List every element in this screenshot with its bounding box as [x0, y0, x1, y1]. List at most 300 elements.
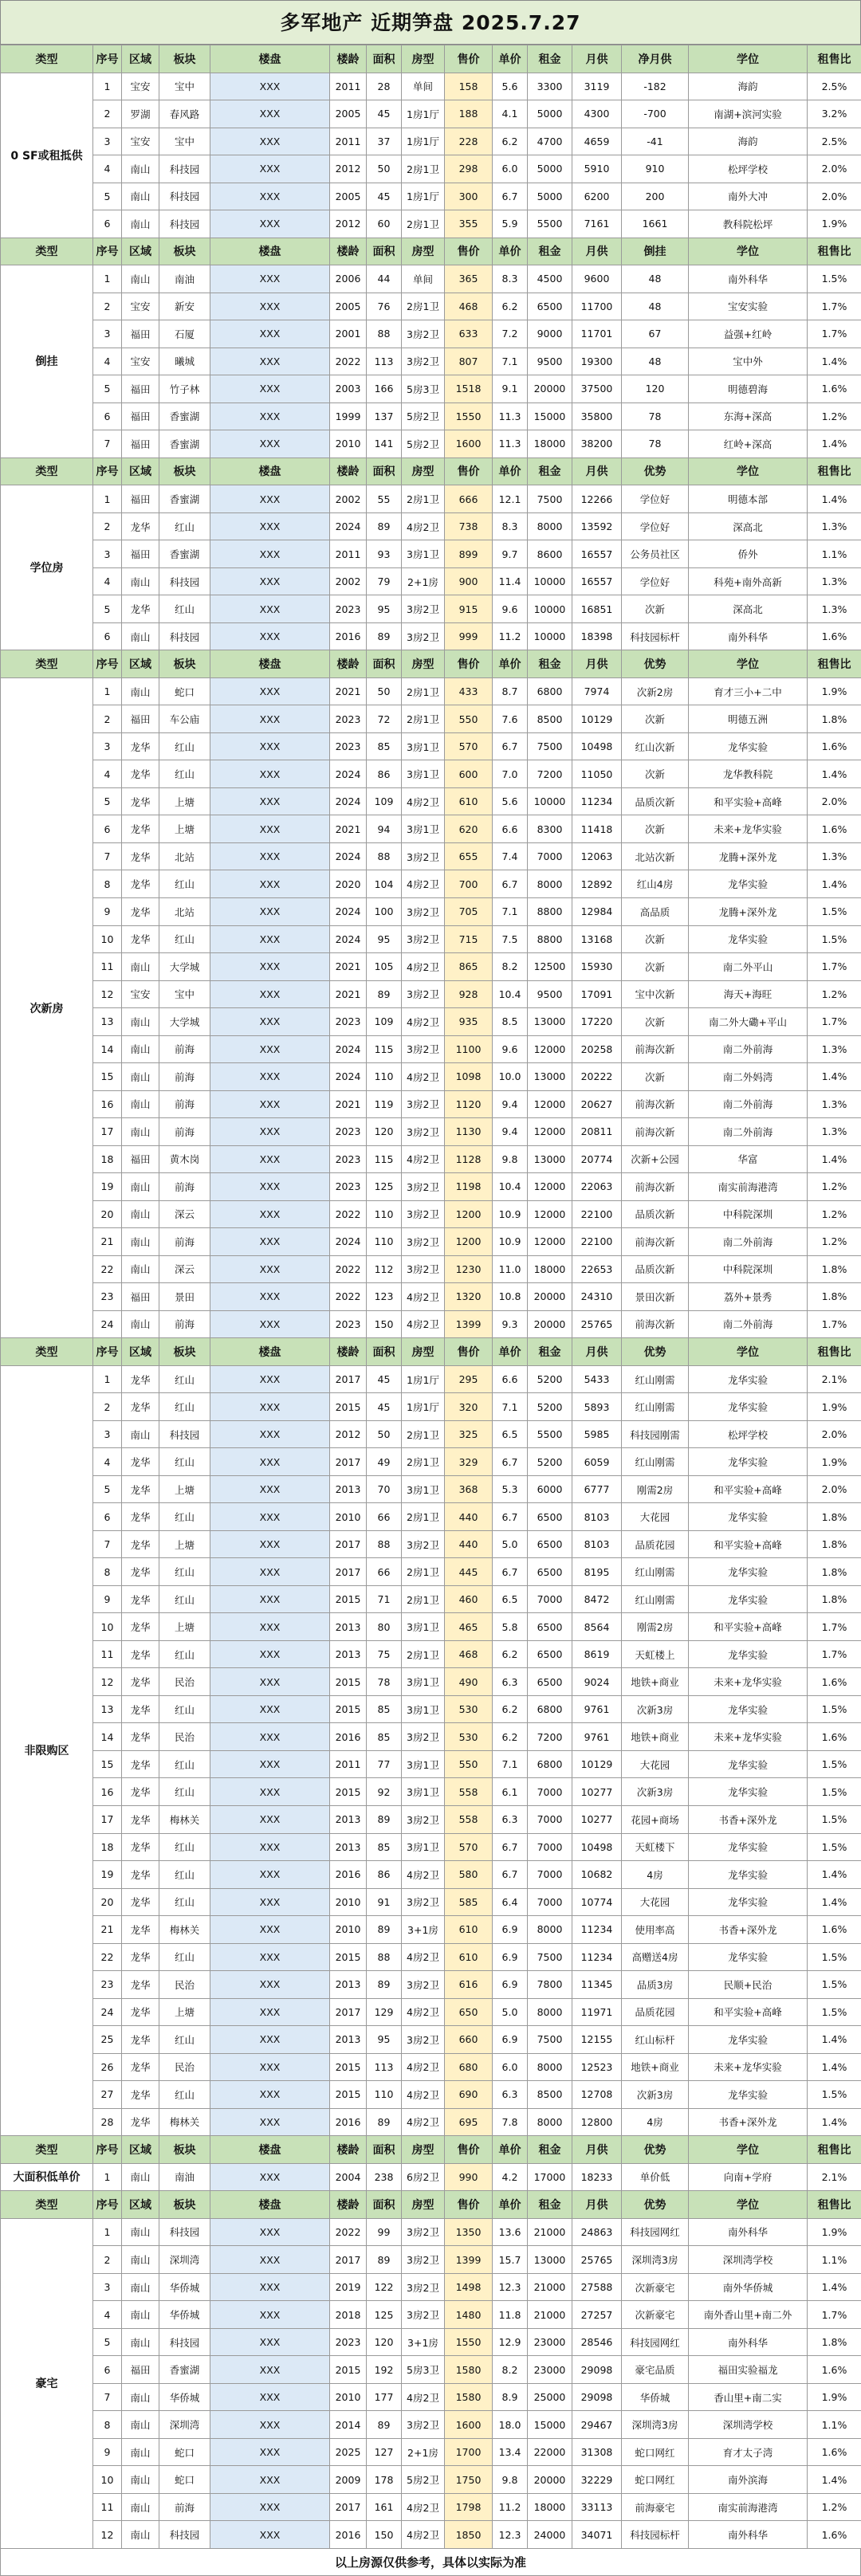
cell-unit-price: 8.7 [493, 677, 528, 705]
cell-area: 前海 [159, 1090, 210, 1118]
cell-layout: 3房2卫 [402, 2301, 445, 2329]
column-header-unit-price: 单价 [493, 45, 528, 73]
cell-extra: 前海次新 [622, 1118, 689, 1146]
cell-school: 南湖+滨河实验 [689, 100, 808, 128]
column-header-rent: 租金 [528, 2136, 572, 2164]
cell-age: 2013 [330, 1475, 367, 1503]
cell-area: 景田 [159, 1283, 210, 1311]
cell-size: 92 [367, 1778, 402, 1806]
cell-district: 龙华 [122, 1806, 159, 1834]
cell-age: 2017 [330, 2246, 367, 2274]
cell-rent-ratio: 1.8% [808, 1585, 861, 1613]
cell-rent-ratio: 1.8% [808, 705, 861, 733]
column-header-extra: 优势 [622, 2136, 689, 2164]
cell-age: 2021 [330, 980, 367, 1008]
cell-district: 福田 [122, 320, 159, 348]
cell-index: 13 [93, 1008, 122, 1036]
cell-extra: 次新 [622, 1008, 689, 1036]
cell-index: 7 [93, 2383, 122, 2411]
cell-area: 大学城 [159, 1008, 210, 1036]
cell-school: 南外香山里+南二外 [689, 2301, 808, 2329]
cell-size: 110 [367, 1063, 402, 1091]
cell-unit-price: 6.7 [493, 1448, 528, 1476]
table-row [1, 2273, 861, 2301]
cell-rent: 3300 [528, 73, 572, 100]
cell-rent-ratio: 1.8% [808, 1255, 861, 1283]
cell-mortgage: 38200 [572, 430, 622, 458]
cell-rent-ratio: 1.4% [808, 485, 861, 513]
cell-index: 12 [93, 2521, 122, 2549]
cell-index: 10 [93, 2466, 122, 2494]
cell-unit-price: 6.5 [493, 1585, 528, 1613]
table-row [1, 485, 861, 513]
cell-extra: 前海次新 [622, 1228, 689, 1256]
cell-price: 530 [445, 1695, 493, 1723]
cell-school: 龙华实验 [689, 1888, 808, 1916]
section-header-row [1, 2136, 861, 2164]
cell-rent: 7200 [528, 1723, 572, 1751]
cell-estate: XXX [210, 2301, 330, 2329]
cell-school: 南外科华 [689, 2218, 808, 2246]
cell-size: 79 [367, 567, 402, 595]
cell-unit-price: 11.4 [493, 567, 528, 595]
cell-price: 1200 [445, 1200, 493, 1228]
cell-index: 15 [93, 1750, 122, 1778]
cell-size: 85 [367, 732, 402, 760]
cell-size: 86 [367, 1861, 402, 1889]
cell-rent-ratio: 1.6% [808, 2521, 861, 2549]
cell-rent: 12000 [528, 1173, 572, 1201]
cell-estate: XXX [210, 375, 330, 403]
table-row [1, 402, 861, 430]
cell-mortgage: 9024 [572, 1668, 622, 1696]
cell-layout: 3房2卫 [402, 1173, 445, 1201]
cell-rent-ratio: 1.2% [808, 1173, 861, 1201]
cell-extra: 景田次新 [622, 1283, 689, 1311]
cell-extra: 红山次新 [622, 732, 689, 760]
cell-estate: XXX [210, 1503, 330, 1531]
cell-school: 海韵 [689, 128, 808, 155]
cell-estate: XXX [210, 2356, 330, 2384]
table-row [1, 183, 861, 210]
cell-extra: 次新3房 [622, 2081, 689, 2109]
cell-school: 龙华实验 [689, 1778, 808, 1806]
cell-unit-price: 5.9 [493, 210, 528, 238]
cell-index: 2 [93, 512, 122, 540]
cell-unit-price: 8.2 [493, 953, 528, 981]
cell-school: 龙华实验 [689, 1695, 808, 1723]
cell-rent: 6500 [528, 293, 572, 320]
table-row [1, 2383, 861, 2411]
cell-size: 113 [367, 2053, 402, 2081]
table-row [1, 1723, 861, 1751]
cell-rent: 6500 [528, 1558, 572, 1586]
column-header-type: 类型 [1, 2136, 93, 2164]
cell-area: 香蜜湖 [159, 485, 210, 513]
cell-index: 22 [93, 1943, 122, 1971]
cell-layout: 3房1卫 [402, 815, 445, 843]
cell-mortgage: 25765 [572, 1310, 622, 1338]
cell-district: 龙华 [122, 1833, 159, 1861]
table-row [1, 760, 861, 788]
cell-district: 宝安 [122, 128, 159, 155]
cell-index: 16 [93, 1778, 122, 1806]
cell-rent-ratio: 1.5% [808, 1998, 861, 2026]
cell-price: 807 [445, 348, 493, 375]
cell-extra: 豪宅品质 [622, 2356, 689, 2384]
cell-rent: 13000 [528, 1063, 572, 1091]
cell-rent-ratio: 2.1% [808, 1365, 861, 1393]
cell-layout: 5房2卫 [402, 430, 445, 458]
cell-mortgage: 8472 [572, 1585, 622, 1613]
cell-district: 龙华 [122, 2026, 159, 2054]
column-header-size: 面积 [367, 2136, 402, 2164]
cell-unit-price: 11.3 [493, 430, 528, 458]
cell-index: 6 [93, 622, 122, 650]
table-row [1, 1420, 861, 1448]
cell-layout: 3房2卫 [402, 1228, 445, 1256]
cell-index: 22 [93, 1255, 122, 1283]
column-header-school: 学位 [689, 2136, 808, 2164]
column-header-age: 楼龄 [330, 2191, 367, 2219]
cell-rent: 18000 [528, 2493, 572, 2521]
cell-rent-ratio: 1.9% [808, 1448, 861, 1476]
table-row [1, 870, 861, 898]
cell-size: 150 [367, 1310, 402, 1338]
cell-size: 44 [367, 265, 402, 293]
cell-school: 深高北 [689, 512, 808, 540]
cell-age: 2024 [330, 925, 367, 953]
column-header-mortgage: 月供 [572, 45, 622, 73]
cell-rent: 7200 [528, 760, 572, 788]
table-row [1, 1668, 861, 1696]
column-header-rent-ratio: 租售比 [808, 45, 861, 73]
table-row [1, 980, 861, 1008]
cell-index: 1 [93, 2163, 122, 2191]
cell-layout: 2房1卫 [402, 1585, 445, 1613]
cell-estate: XXX [210, 953, 330, 981]
cell-area: 红山 [159, 512, 210, 540]
column-header-layout: 房型 [402, 457, 445, 485]
cell-price: 433 [445, 677, 493, 705]
cell-estate: XXX [210, 925, 330, 953]
cell-rent: 24000 [528, 2521, 572, 2549]
cell-age: 2005 [330, 100, 367, 128]
cell-extra: 红山刚需 [622, 1393, 689, 1421]
cell-index: 23 [93, 1283, 122, 1311]
column-header-estate: 楼盘 [210, 1338, 330, 1366]
cell-price: 1399 [445, 1310, 493, 1338]
column-header-index: 序号 [93, 2136, 122, 2164]
cell-unit-price: 12.3 [493, 2521, 528, 2549]
footer-note: 以上房源仅供参考，具体以实际为准 [0, 2549, 861, 2576]
cell-price: 928 [445, 980, 493, 1008]
cell-area: 新安 [159, 293, 210, 320]
cell-layout: 2+1房 [402, 567, 445, 595]
cell-age: 2013 [330, 1613, 367, 1641]
cell-index: 24 [93, 1998, 122, 2026]
cell-area: 红山 [159, 1448, 210, 1476]
cell-index: 1 [93, 677, 122, 705]
cell-unit-price: 9.3 [493, 1310, 528, 1338]
cell-area: 南油 [159, 2163, 210, 2191]
cell-price: 329 [445, 1448, 493, 1476]
cell-rent: 6500 [528, 1668, 572, 1696]
cell-unit-price: 18.0 [493, 2411, 528, 2439]
table-row [1, 1530, 861, 1558]
cell-price: 295 [445, 1365, 493, 1393]
cell-age: 2024 [330, 1035, 367, 1063]
cell-extra: 科技园刚需 [622, 1420, 689, 1448]
cell-school: 和平实验+高峰 [689, 1613, 808, 1641]
cell-extra: 天虹楼下 [622, 1833, 689, 1861]
cell-index: 21 [93, 1916, 122, 1944]
cell-size: 37 [367, 128, 402, 155]
cell-estate: XXX [210, 760, 330, 788]
cell-layout: 4房2卫 [402, 870, 445, 898]
cell-size: 115 [367, 1145, 402, 1173]
cell-age: 2003 [330, 375, 367, 403]
cell-unit-price: 5.6 [493, 73, 528, 100]
cell-school: 龙华实验 [689, 1558, 808, 1586]
cell-index: 7 [93, 1530, 122, 1558]
cell-rent: 12000 [528, 1200, 572, 1228]
cell-unit-price: 9.8 [493, 1145, 528, 1173]
table-row [1, 1585, 861, 1613]
cell-age: 2011 [330, 540, 367, 568]
cell-index: 8 [93, 2411, 122, 2439]
cell-price: 468 [445, 1640, 493, 1668]
cell-size: 100 [367, 897, 402, 925]
cell-unit-price: 6.7 [493, 732, 528, 760]
cell-age: 2023 [330, 1310, 367, 1338]
cell-price: 320 [445, 1393, 493, 1421]
cell-district: 南山 [122, 2246, 159, 2274]
cell-rent-ratio: 1.2% [808, 1228, 861, 1256]
cell-unit-price: 9.4 [493, 1118, 528, 1146]
cell-layout: 2房1卫 [402, 1558, 445, 1586]
cell-size: 105 [367, 953, 402, 981]
cell-index: 20 [93, 1888, 122, 1916]
cell-mortgage: 17091 [572, 980, 622, 1008]
cell-extra: 品质次新 [622, 787, 689, 815]
cell-layout: 2房1卫 [402, 1503, 445, 1531]
category-label: 倒挂 [1, 265, 93, 458]
cell-district: 南山 [122, 1063, 159, 1091]
cell-mortgage: 12892 [572, 870, 622, 898]
table-row [1, 2328, 861, 2356]
cell-index: 18 [93, 1145, 122, 1173]
cell-area: 蛇口 [159, 677, 210, 705]
cell-district: 南山 [122, 1228, 159, 1256]
cell-rent-ratio: 1.4% [808, 1145, 861, 1173]
cell-area: 石厦 [159, 320, 210, 348]
cell-rent: 8800 [528, 925, 572, 953]
cell-age: 2015 [330, 1585, 367, 1613]
cell-layout: 4房2卫 [402, 1145, 445, 1173]
cell-district: 龙华 [122, 760, 159, 788]
cell-district: 福田 [122, 1145, 159, 1173]
cell-estate: XXX [210, 1420, 330, 1448]
cell-rent: 12000 [528, 1035, 572, 1063]
cell-rent: 7000 [528, 1888, 572, 1916]
cell-area: 华侨城 [159, 2383, 210, 2411]
cell-unit-price: 12.1 [493, 485, 528, 513]
cell-district: 龙华 [122, 842, 159, 870]
cell-extra: 4房 [622, 1861, 689, 1889]
cell-estate: XXX [210, 2053, 330, 2081]
cell-school: 南实前海港湾 [689, 1173, 808, 1201]
table-row [1, 1228, 861, 1256]
cell-layout: 2房1卫 [402, 1640, 445, 1668]
cell-layout: 4房2卫 [402, 1283, 445, 1311]
cell-age: 2023 [330, 732, 367, 760]
cell-district: 南山 [122, 2301, 159, 2329]
cell-size: 89 [367, 980, 402, 1008]
column-header-unit-price: 单价 [493, 457, 528, 485]
cell-area: 红山 [159, 1365, 210, 1393]
cell-district: 福田 [122, 540, 159, 568]
column-header-rent: 租金 [528, 238, 572, 265]
cell-mortgage: 22100 [572, 1228, 622, 1256]
cell-layout: 3房2卫 [402, 842, 445, 870]
cell-extra: 红山标杆 [622, 2026, 689, 2054]
cell-size: 70 [367, 1475, 402, 1503]
cell-estate: XXX [210, 1971, 330, 1999]
table-row [1, 1971, 861, 1999]
cell-extra: 高品质 [622, 897, 689, 925]
cell-district: 龙华 [122, 815, 159, 843]
cell-rent: 8000 [528, 2053, 572, 2081]
cell-mortgage: 12155 [572, 2026, 622, 2054]
cell-size: 137 [367, 402, 402, 430]
cell-extra: 地铁+商业 [622, 1668, 689, 1696]
cell-extra: 67 [622, 320, 689, 348]
table-row [1, 1558, 861, 1586]
cell-area: 上塘 [159, 1530, 210, 1558]
cell-area: 深圳湾 [159, 2246, 210, 2274]
cell-age: 2017 [330, 1530, 367, 1558]
cell-estate: XXX [210, 1283, 330, 1311]
cell-district: 福田 [122, 485, 159, 513]
column-header-layout: 房型 [402, 2191, 445, 2219]
cell-layout: 4房2卫 [402, 2053, 445, 2081]
cell-index: 25 [93, 2026, 122, 2054]
cell-area: 科技园 [159, 155, 210, 183]
cell-district: 龙华 [122, 2108, 159, 2136]
cell-layout: 3+1房 [402, 1916, 445, 1944]
cell-price: 935 [445, 1008, 493, 1036]
cell-rent-ratio: 1.4% [808, 2466, 861, 2494]
cell-rent: 6800 [528, 1750, 572, 1778]
table-row [1, 1833, 861, 1861]
cell-district: 南山 [122, 1090, 159, 1118]
cell-index: 28 [93, 2108, 122, 2136]
cell-rent-ratio: 1.1% [808, 540, 861, 568]
table-row [1, 1806, 861, 1834]
cell-area: 民治 [159, 1723, 210, 1751]
cell-estate: XXX [210, 402, 330, 430]
cell-layout: 2房1卫 [402, 155, 445, 183]
cell-mortgage: 12266 [572, 485, 622, 513]
table-row [1, 1475, 861, 1503]
cell-age: 2005 [330, 293, 367, 320]
cell-rent: 10000 [528, 787, 572, 815]
cell-extra: 学位好 [622, 485, 689, 513]
cell-index: 9 [93, 2438, 122, 2466]
cell-extra: 次新 [622, 925, 689, 953]
cell-area: 前海 [159, 2493, 210, 2521]
cell-estate: XXX [210, 512, 330, 540]
cell-rent: 7000 [528, 1585, 572, 1613]
cell-age: 2022 [330, 348, 367, 375]
cell-district: 龙华 [122, 1640, 159, 1668]
cell-unit-price: 10.9 [493, 1200, 528, 1228]
cell-rent-ratio: 1.5% [808, 2081, 861, 2109]
cell-price: 610 [445, 1943, 493, 1971]
cell-area: 红山 [159, 1861, 210, 1889]
cell-area: 曦城 [159, 348, 210, 375]
cell-price: 460 [445, 1585, 493, 1613]
cell-layout: 4房2卫 [402, 1998, 445, 2026]
cell-layout: 4房2卫 [402, 2108, 445, 2136]
column-header-area: 板块 [159, 2191, 210, 2219]
cell-district: 宝安 [122, 293, 159, 320]
cell-price: 468 [445, 293, 493, 320]
cell-school: 松坪学校 [689, 155, 808, 183]
cell-rent: 20000 [528, 2466, 572, 2494]
cell-district: 龙华 [122, 1998, 159, 2026]
cell-age: 2014 [330, 2411, 367, 2439]
cell-price: 570 [445, 1833, 493, 1861]
cell-mortgage: 22063 [572, 1173, 622, 1201]
cell-district: 南山 [122, 2438, 159, 2466]
cell-school: 民顺+民治 [689, 1971, 808, 1999]
cell-area: 红山 [159, 595, 210, 623]
table-row [1, 540, 861, 568]
cell-age: 2017 [330, 1558, 367, 1586]
cell-layout: 3房1卫 [402, 540, 445, 568]
cell-age: 2022 [330, 1200, 367, 1228]
cell-rent-ratio: 1.7% [808, 1640, 861, 1668]
cell-price: 633 [445, 320, 493, 348]
cell-district: 南山 [122, 2411, 159, 2439]
column-header-area: 板块 [159, 238, 210, 265]
listing-sheet [0, 45, 861, 2549]
table-row [1, 2521, 861, 2549]
cell-layout: 3房2卫 [402, 2273, 445, 2301]
cell-extra: 红山刚需 [622, 1558, 689, 1586]
cell-rent: 5200 [528, 1393, 572, 1421]
cell-estate: XXX [210, 1530, 330, 1558]
cell-unit-price: 6.2 [493, 293, 528, 320]
cell-rent: 17000 [528, 2163, 572, 2191]
cell-district: 南山 [122, 1118, 159, 1146]
cell-district: 龙华 [122, 1585, 159, 1613]
cell-rent: 20000 [528, 375, 572, 403]
cell-extra: 48 [622, 348, 689, 375]
cell-rent-ratio: 1.4% [808, 760, 861, 788]
cell-size: 76 [367, 293, 402, 320]
cell-area: 车公庙 [159, 705, 210, 733]
cell-rent: 6500 [528, 1613, 572, 1641]
cell-rent-ratio: 1.5% [808, 1833, 861, 1861]
cell-area: 红山 [159, 732, 210, 760]
cell-rent-ratio: 1.7% [808, 2301, 861, 2329]
cell-rent-ratio: 1.7% [808, 1310, 861, 1338]
cell-index: 14 [93, 1723, 122, 1751]
cell-rent: 5000 [528, 155, 572, 183]
